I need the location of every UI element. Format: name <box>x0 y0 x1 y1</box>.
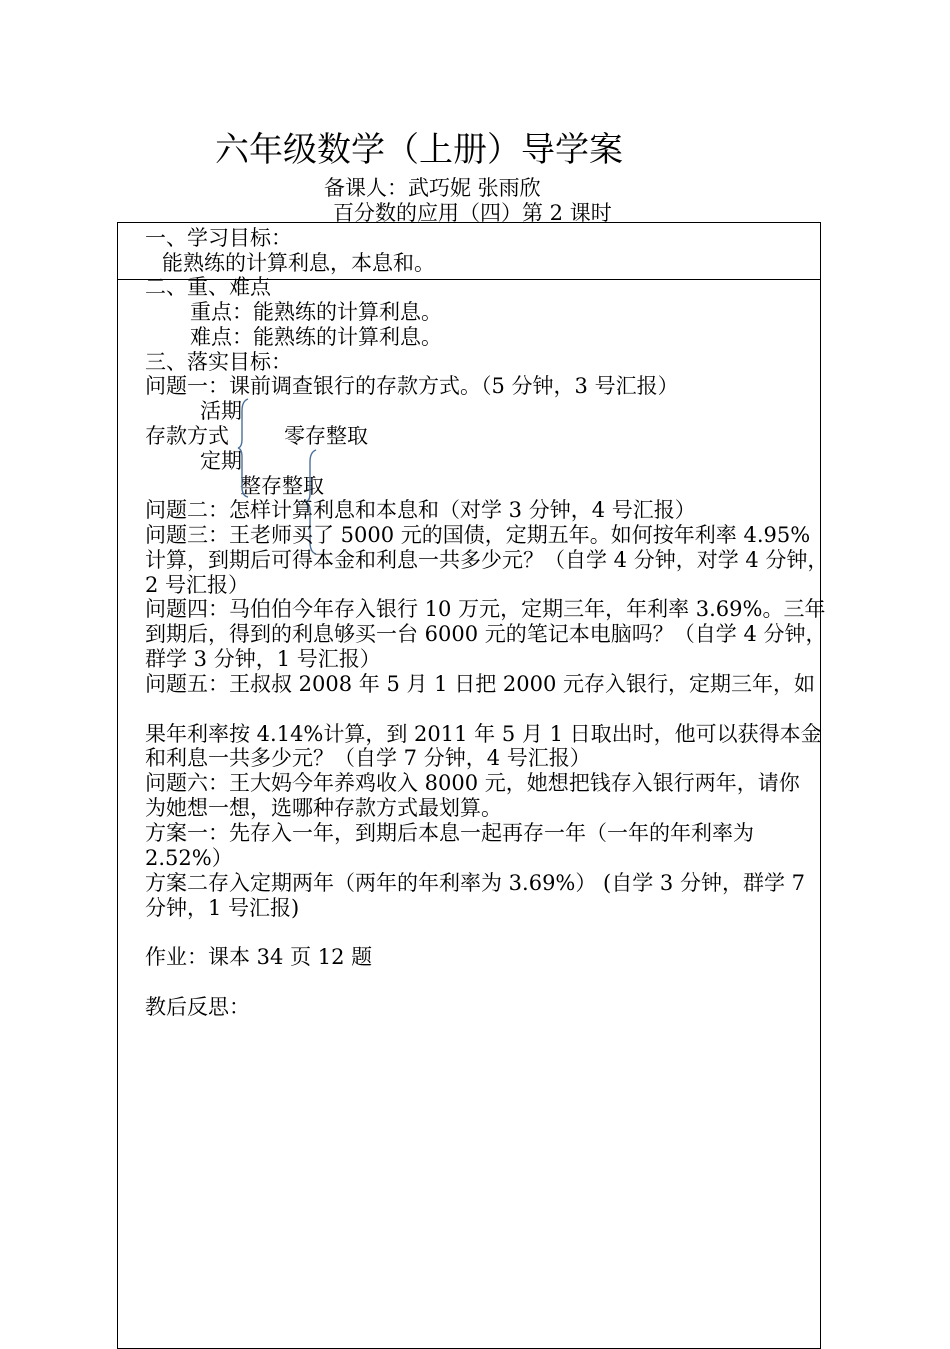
deposit-fixed: 定期 <box>200 449 242 473</box>
deposit-lump-sum: 整存整取 <box>240 474 324 498</box>
deposit-lump-in-installment: 零存整取 <box>284 424 368 448</box>
question-6-line-6: 分钟，1 号汇报) <box>145 896 300 920</box>
implement-heading: 三、落实目标： <box>145 350 292 374</box>
question-3-line-1: 问题三：王老师买了 5000 元的国债，定期五年。如何按年利率 4.95% <box>145 523 811 547</box>
question-6-line-2: 为她想一想，选哪种存款方式最划算。 <box>145 796 502 820</box>
question-5-line-2: 果年利率按 4.14%计算，到 2011 年 5 月 1 日取出时，他可以获得本金 <box>145 722 822 746</box>
deposit-demand: 活期 <box>200 399 242 423</box>
question-4-line-1: 问题四：马伯伯今年存入银行 10 万元，定期三年，年利率 3.69%。三年 <box>145 597 826 621</box>
difficult-point: 难点：能熟练的计算利息。 <box>190 325 442 349</box>
question-6-line-1: 问题六：王大妈今年养鸡收入 8000 元，她想把钱存入银行两年，请你 <box>145 771 800 795</box>
question-1: 问题一：课前调查银行的存款方式。（5 分钟，3 号汇报） <box>145 374 679 398</box>
question-3-line-3: 2 号汇报） <box>145 573 250 597</box>
question-5-line-3: 和利息一共多少元？（自学 7 分钟，4 号汇报） <box>145 746 591 770</box>
question-2: 问题二：怎样计算利息和本息和（对学 3 分钟，4 号汇报） <box>145 498 696 522</box>
homework-line: 作业：课本 34 页 12 题 <box>145 945 373 969</box>
question-4-line-3: 群学 3 分钟，1 号汇报） <box>145 647 381 671</box>
question-5-line-1: 问题五：王叔叔 2008 年 5 月 1 日把 2000 元存入银行，定期三年，如 <box>145 672 816 696</box>
goals-text: 能熟练的计算利息，本息和。 <box>162 251 435 275</box>
question-4-line-2: 到期后，得到的利息够买一台 6000 元的笔记本电脑吗？（自学 4 分钟， <box>145 622 827 646</box>
question-3-line-2: 计算，到期后可得本金和利息一共多少元？（自学 4 分钟，对学 4 分钟， <box>145 548 829 572</box>
question-6-line-4: 2.52%） <box>145 846 233 870</box>
left-brace-icon <box>236 397 252 499</box>
reflection-line: 教后反思： <box>145 995 250 1019</box>
question-6-line-3: 方案一：先存入一年，到期后本息一起再存一年（一年的年利率为 <box>145 821 754 845</box>
question-6-line-5: 方案二存入定期两年（两年的年利率为 3.69%） (自学 3 分钟，群学 7 <box>145 871 806 895</box>
page-title: 六年级数学（上册）导学案 <box>215 130 623 170</box>
key-point: 重点：能熟练的计算利息。 <box>190 300 442 324</box>
goals-heading: 一、学习目标： <box>145 226 292 250</box>
lesson-line: 百分数的应用（四）第 2 课时 <box>333 201 612 225</box>
key-heading: 二、重、难点 <box>145 275 271 299</box>
deposit-label: 存款方式 <box>145 424 229 448</box>
preparer-line: 备课人：武巧妮 张雨欣 <box>324 176 541 200</box>
